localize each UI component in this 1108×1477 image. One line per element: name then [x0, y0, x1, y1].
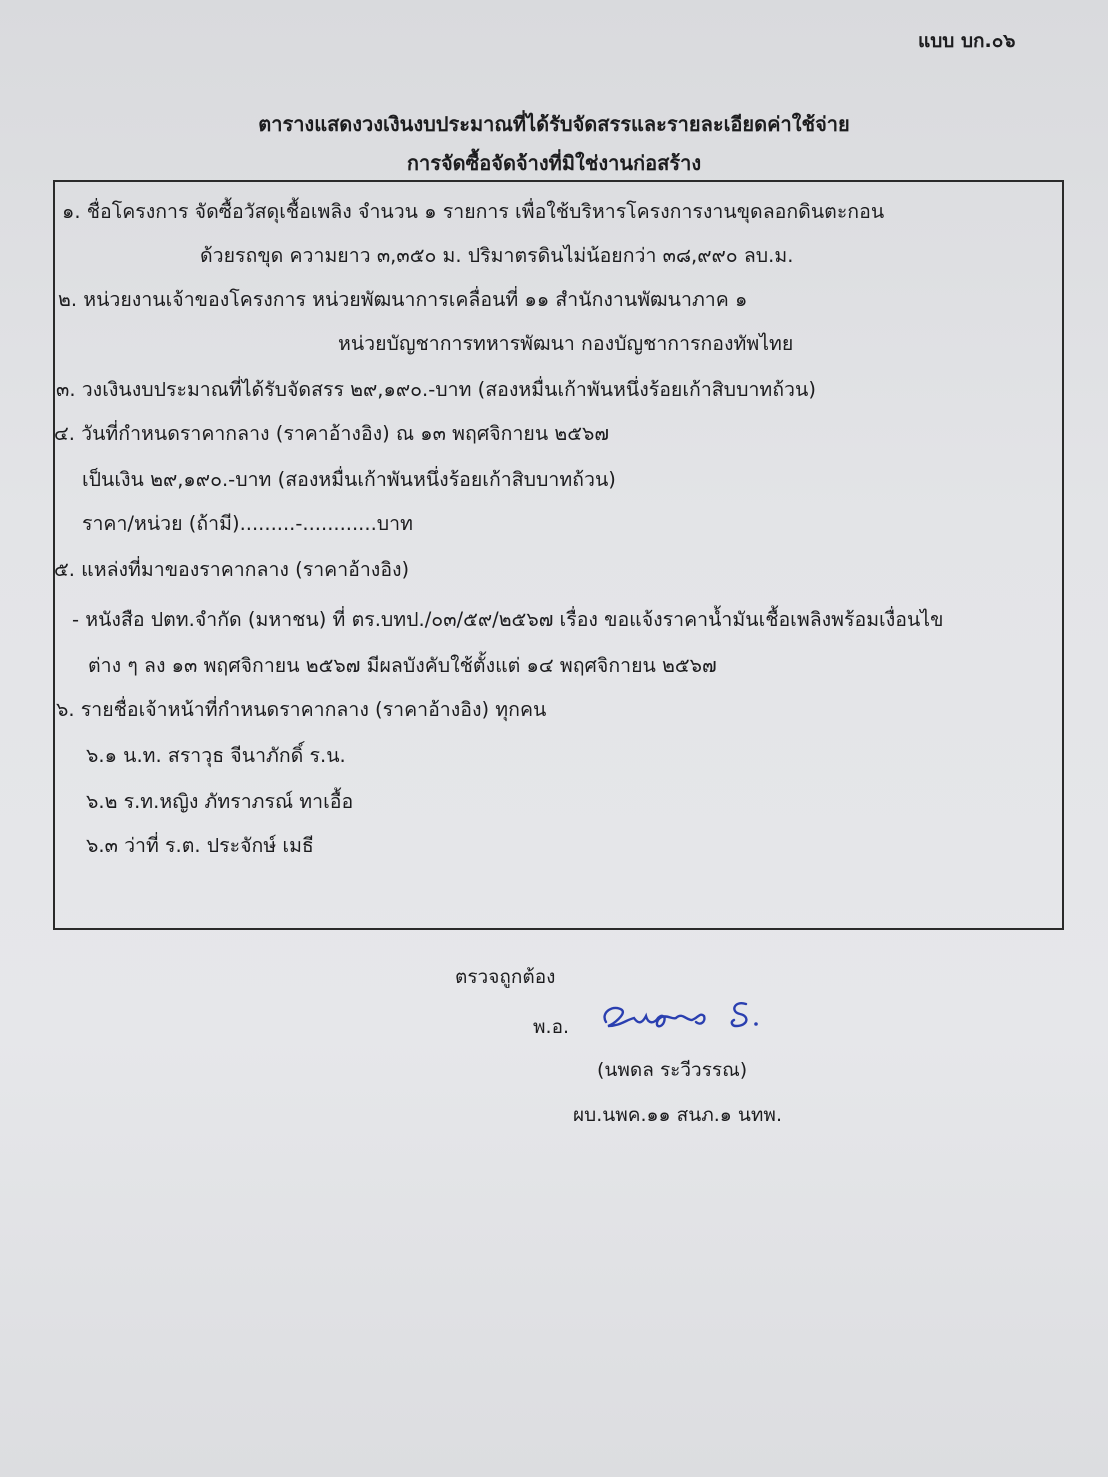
signer-position: ผบ.นพค.๑๑ สนภ.๑ นทพ. [573, 1104, 782, 1126]
officer-1: ๖.๑ น.ท. สราวุธ จีนาภักดิ์ ร.น. [86, 744, 346, 767]
price-source-line1: - หนังสือ ปตท.จำกัด (มหาชน) ที่ ตร.บทป./๐๓/๕๙/๒๕๖๗ เรื่อง ขอแจ้งราคาน้ำมันเชื้อเพลิงพร้อมเงื่อนไข [72, 608, 944, 631]
officer-3: ๖.๓ ว่าที่ ร.ต. ประจักษ์ เมธี [86, 834, 314, 857]
signature-initial [732, 1003, 747, 1026]
signature-stroke [605, 1008, 705, 1026]
document-title-line1: ตารางแสดงวงเงินงบประมาณที่ได้รับจัดสรรและรายละเอียดค่าใช้จ่าย [258, 112, 850, 136]
signature-dot [754, 1022, 758, 1026]
price-source-heading: ๕. แหล่งที่มาของราคากลาง (ราคาอ้างอิง) [54, 558, 410, 581]
project-name-line1: ๑. ชื่อโครงการ จัดซื้อวัสดุเชื้อเพลิง จำนวน ๑ รายการ เพื่อใช้บริหารโครงการงานขุดลอกดินตะกอน [62, 200, 885, 223]
officer-2: ๖.๒ ร.ท.หญิง ภัทราภรณ์ ทาเอื้อ [86, 790, 354, 813]
verified-label: ตรวจถูกต้อง [455, 966, 556, 988]
budget-line: ๓. วงเงินงบประมาณที่ได้รับจัดสรร ๒๙,๑๙๐.-บาท (สองหมื่นเก้าพันหนึ่งร้อยเก้าสิบบาทถ้วน) [56, 378, 816, 401]
officers-heading: ๖. รายชื่อเจ้าหน้าที่กำหนดราคากลาง (ราคาอ้างอิง) ทุกคน [56, 698, 547, 721]
signer-rank: พ.อ. [533, 1016, 570, 1038]
agency-line2: หน่วยบัญชาการทหารพัฒนา กองบัญชาการกองทัพไทย [338, 332, 794, 355]
project-name-line2: ด้วยรถขุด ความยาว ๓,๓๕๐ ม. ปริมาตรดินไม่น้อยกว่า ๓๘,๙๙๐ ลบ.ม. [200, 244, 794, 267]
reference-date-line: ๔. วันที่กำหนดราคากลาง (ราคาอ้างอิง) ณ ๑๓ พฤศจิกายน ๒๕๖๗ [54, 422, 610, 445]
form-code: แบบ บก.๐๖ [918, 30, 1016, 52]
signer-name: (นพดล ระวีวรรณ) [597, 1059, 748, 1081]
unit-price-line: ราคา/หน่วย (ถ้ามี).........-............บาท [82, 512, 413, 535]
signature [596, 990, 776, 1040]
price-source-line2: ต่าง ๆ ลง ๑๓ พฤศจิกายน ๒๕๖๗ มีผลบังคับใช้ตั้งแต่ ๑๔ พฤศจิกายน ๒๕๖๗ [88, 654, 717, 677]
document-title-line2: การจัดซื้อจัดจ้างที่มิใช่งานก่อสร้าง [406, 151, 702, 175]
amount-line: เป็นเงิน ๒๙,๑๙๐.-บาท (สองหมื่นเก้าพันหนึ่งร้อยเก้าสิบบาทถ้วน) [82, 468, 616, 491]
agency-line1: ๒. หน่วยงานเจ้าของโครงการ หน่วยพัฒนาการเคลื่อนที่ ๑๑ สำนักงานพัฒนาภาค ๑ [58, 288, 748, 311]
